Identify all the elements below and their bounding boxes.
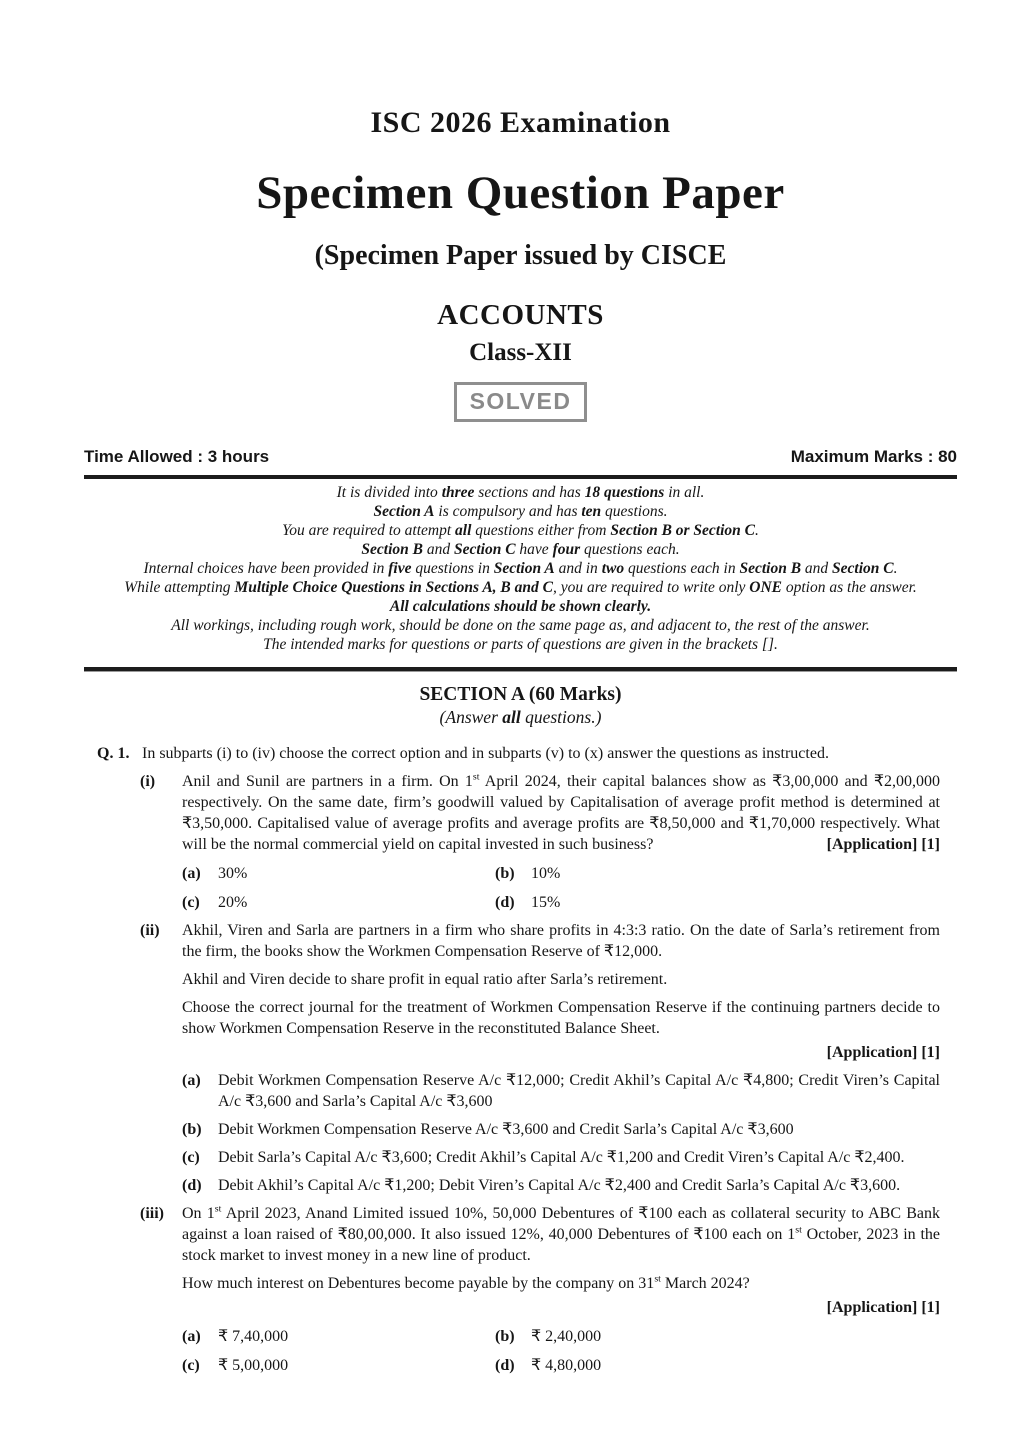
option-label: (a)	[182, 1072, 201, 1089]
marks-tag: [Application] [1]	[826, 836, 940, 853]
subpart-iii	[140, 1203, 940, 1376]
paper-title: Specimen Question Paper	[256, 167, 785, 219]
question-number: Q. 1.	[97, 745, 130, 762]
options-grid	[182, 863, 940, 913]
question-1	[84, 743, 957, 1376]
option-value: ₹ 4,80,000	[531, 1357, 602, 1374]
option-label: (c)	[182, 894, 200, 911]
option-c	[182, 1147, 940, 1168]
maximum-marks: Maximum Marks : 80	[790, 447, 957, 466]
time-allowed: Time Allowed : 3 hours	[84, 447, 270, 466]
question-text: Akhil and Viren decide to share profit in equal ratio after Sarla’s retirement.	[182, 971, 668, 988]
instruction-line: It is divided into three sections and has 18 questions in all.	[336, 484, 705, 501]
meta-row	[84, 447, 957, 467]
question-text: How much interest on Debentures become payable by the company on 31st March 2024?	[182, 1273, 750, 1292]
option-value: ₹ 5,00,000	[218, 1357, 289, 1374]
instruction-line: Section B and Section C have four questions each.	[361, 541, 680, 558]
option-value: 20%	[218, 894, 248, 911]
subpart-label: (iii)	[140, 1205, 164, 1222]
divider-rule-bottom	[84, 667, 957, 671]
option-value: Debit Workmen Compensation Reserve A/c ₹12,000; Credit Akhil’s Capital A/c ₹4,800; Credit Viren’s Capital A/c ₹3,600 and Sarla’s Capital A/c ₹3,600	[218, 1072, 940, 1110]
instruction-line: You are required to attempt all questions either from Section B or Section C.	[282, 522, 759, 539]
subpart-i	[140, 771, 940, 913]
options-list	[182, 1070, 940, 1196]
instruction-line: All calculations should be shown clearly.	[389, 598, 652, 615]
marks-tag: [Application] [1]	[826, 1044, 940, 1061]
question-text	[182, 771, 940, 855]
option-label: (d)	[182, 1177, 202, 1194]
exam-line: ISC 2026 Examination	[370, 106, 671, 139]
subpart-label: (i)	[140, 773, 156, 790]
instruction-line: The intended marks for questions or parts of questions are given in the brackets [].	[263, 636, 778, 653]
question-intro: In subparts (i) to (iv) choose the correct option and in subparts (v) to (x) answer the questions as instructed.	[142, 745, 829, 762]
title-block	[84, 0, 957, 422]
option-value: 30%	[218, 865, 248, 882]
option-a	[182, 863, 495, 884]
option-value: Debit Akhil’s Capital A/c ₹1,200; Debit Viren’s Capital A/c ₹2,400 and Credit Sarla’s Capital A/c ₹3,600.	[218, 1177, 901, 1194]
option-label: (c)	[182, 1357, 200, 1374]
option-a	[182, 1326, 495, 1347]
option-a	[182, 1070, 940, 1112]
option-c	[182, 1355, 495, 1376]
paper-subtitle: (Specimen Paper issued by CISCE	[314, 240, 727, 271]
option-label: (d)	[495, 894, 515, 911]
option-b	[495, 863, 940, 884]
option-label: (a)	[182, 1328, 201, 1345]
option-c	[182, 892, 495, 913]
question-text: Choose the correct journal for the treatment of Workmen Compensation Reserve if the continuing partners decide to show Workmen Compensation Reserve in the reconstituted Balance Sheet.	[182, 999, 940, 1037]
subpart-ii	[140, 920, 940, 1196]
option-value: ₹ 2,40,000	[531, 1328, 602, 1345]
marks-tag: [Application] [1]	[826, 1299, 940, 1316]
option-label: (b)	[182, 1121, 202, 1138]
section-a-heading: SECTION A (60 Marks)	[419, 684, 622, 705]
options-grid	[182, 1326, 940, 1376]
option-b	[495, 1326, 940, 1347]
question-1-intro-row	[97, 743, 940, 764]
subpart-label: (ii)	[140, 922, 160, 939]
class-name: Class-XII	[469, 339, 572, 366]
option-b	[182, 1119, 940, 1140]
question-text: On 1st April 2023, Anand Limited issued 10%, 50,000 Debentures of ₹100 each as collateral security to ABC Bank against a loan raised of ₹80,00,000. It also issued 12%, 40,000 Debentures of ₹100 each on 1st October, 2023 in the stock market to invest money in a new line of product.	[182, 1203, 940, 1264]
option-value: 10%	[531, 865, 561, 882]
option-label: (b)	[495, 1328, 515, 1345]
instruction-line: Section A is compulsory and has ten questions.	[373, 503, 668, 520]
option-d	[495, 1355, 940, 1376]
option-label: (b)	[495, 865, 515, 882]
option-value: 15%	[531, 894, 561, 911]
section-a-subheading: (Answer all questions.)	[439, 707, 602, 727]
exam-instructions	[84, 479, 957, 659]
solved-badge: SOLVED	[454, 382, 588, 422]
option-value: ₹ 7,40,000	[218, 1328, 289, 1345]
instruction-line: While attempting Multiple Choice Questions in Sections A, B and C, you are required to write only ONE option as the answer.	[124, 579, 917, 596]
option-label: (c)	[182, 1149, 200, 1166]
option-d	[495, 892, 940, 913]
question-text: Akhil, Viren and Sarla are partners in a firm who share profits in 4:3:3 ratio. On the date of Sarla’s retirement from the firm, the books show the Workmen Compensation Reserve of ₹12,000.	[182, 922, 940, 960]
question-text-body: Anil and Sunil are partners in a firm. On 1st April 2024, their capital balances show as ₹3,00,000 and ₹2,00,000 respectively. On the same date, firm’s goodwill valued by Capitalisation of average profit method is determined at ₹3,50,000. Capitalised value of average profits and average profits are ₹8,50,000 and ₹1,70,000 respectively. What will be the normal commercial yield on capital invested in such business?	[182, 771, 941, 853]
option-label: (a)	[182, 865, 201, 882]
option-value: Debit Sarla’s Capital A/c ₹3,600; Credit Akhil’s Capital A/c ₹1,200 and Credit Viren’s Capital A/c ₹2,400.	[218, 1149, 905, 1166]
option-label: (d)	[495, 1357, 515, 1374]
instruction-line: Internal choices have been provided in five questions in Section A and in two questions each in Section B and Section C.	[143, 560, 898, 577]
option-value: Debit Workmen Compensation Reserve A/c ₹3,600 and Credit Sarla’s Capital A/c ₹3,600	[218, 1121, 794, 1138]
subject-name: ACCOUNTS	[437, 299, 604, 331]
option-d	[182, 1175, 940, 1196]
instruction-line: All workings, including rough work, should be done on the same page as, and adjacent to, the rest of the answer.	[171, 617, 870, 634]
